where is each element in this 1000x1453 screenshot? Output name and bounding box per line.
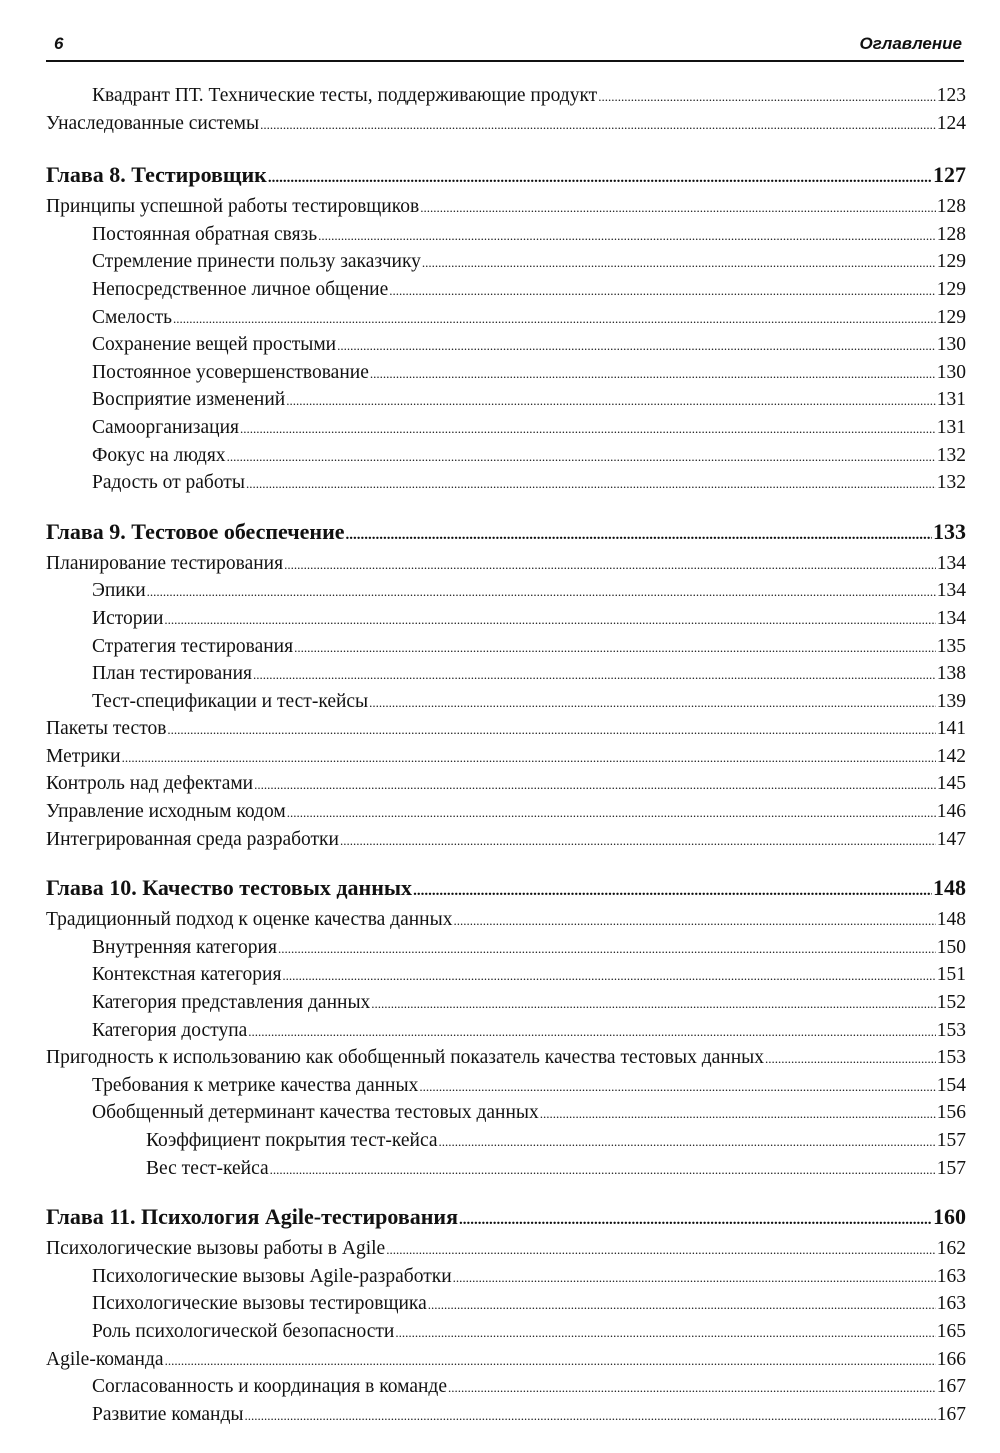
toc-entry[interactable] bbox=[46, 633, 966, 661]
toc-page-number: 133 bbox=[933, 518, 966, 544]
toc-page-number: 129 bbox=[936, 278, 966, 300]
toc-entry[interactable] bbox=[46, 688, 966, 716]
toc-entry[interactable] bbox=[46, 1127, 966, 1155]
toc-entry[interactable] bbox=[46, 1017, 966, 1045]
toc-page-number: 128 bbox=[936, 223, 966, 245]
toc-entry-title: Категория представления данных bbox=[92, 992, 371, 1014]
toc-page-number: 160 bbox=[933, 1204, 966, 1230]
toc-entry-title: Планирование тестирования bbox=[46, 552, 284, 574]
page-number: 6 bbox=[54, 34, 64, 53]
toc-page-number: 153 bbox=[936, 1047, 966, 1069]
toc-page-number: 154 bbox=[936, 1074, 966, 1096]
toc-page-number: 131 bbox=[936, 389, 966, 411]
toc-page-number: 141 bbox=[936, 718, 966, 740]
dot-leader bbox=[340, 827, 936, 855]
dot-leader bbox=[173, 305, 936, 333]
toc-entry[interactable] bbox=[46, 359, 966, 387]
dot-leader bbox=[395, 1319, 935, 1347]
toc-entry-title: Вес тест-кейса bbox=[146, 1157, 269, 1179]
toc-page-number: 153 bbox=[936, 1019, 966, 1041]
dot-leader bbox=[453, 907, 935, 935]
toc-entry[interactable] bbox=[46, 414, 966, 442]
toc-entry-title: Традиционный подход к оценке качества данных bbox=[46, 909, 453, 931]
toc-entry-title: Глава 11. Психология Agile-тестирования bbox=[46, 1204, 458, 1230]
toc-entry-title: Интегрированная среда разработки bbox=[46, 828, 339, 850]
toc-page-number: 163 bbox=[936, 1293, 966, 1315]
toc-entry-title: Пакеты тестов bbox=[46, 718, 167, 740]
dot-leader bbox=[147, 578, 936, 606]
toc-page-number: 165 bbox=[936, 1320, 966, 1342]
toc-page-number: 167 bbox=[936, 1376, 966, 1398]
toc-page-number: 147 bbox=[936, 828, 966, 850]
toc-entry-title: Восприятие изменений bbox=[92, 389, 286, 411]
toc-entry[interactable] bbox=[46, 331, 966, 359]
toc-entry[interactable] bbox=[46, 550, 966, 578]
dot-leader bbox=[370, 360, 936, 388]
toc-page-number: 157 bbox=[936, 1157, 966, 1179]
toc-page-number: 135 bbox=[936, 635, 966, 657]
toc-entry[interactable] bbox=[46, 276, 966, 304]
dot-leader bbox=[598, 83, 936, 111]
toc-entry[interactable] bbox=[46, 193, 966, 221]
toc-entry-title: Психологические вызовы тестировщика bbox=[92, 1293, 427, 1315]
toc-entry-title: Унаследованные системы bbox=[46, 112, 260, 134]
toc-entry-title: Agile-команда bbox=[46, 1348, 164, 1370]
toc-entry[interactable] bbox=[46, 82, 966, 110]
toc-page-number: 138 bbox=[936, 663, 966, 685]
toc-entry[interactable] bbox=[46, 605, 966, 633]
toc-entry-title: Глава 8. Тестировщик bbox=[46, 162, 267, 188]
toc-entry[interactable] bbox=[46, 1373, 966, 1401]
dot-leader bbox=[246, 470, 936, 498]
toc-entry-title: Самоорганизация bbox=[92, 416, 239, 438]
toc-entry-title: Внутренняя категория bbox=[92, 936, 277, 958]
toc-entry[interactable] bbox=[46, 961, 966, 989]
toc-entry[interactable] bbox=[46, 577, 966, 605]
dot-leader bbox=[428, 1291, 936, 1319]
dot-leader bbox=[371, 990, 935, 1018]
toc-entry[interactable] bbox=[46, 1318, 966, 1346]
dot-leader bbox=[419, 1073, 935, 1101]
dot-leader bbox=[337, 332, 936, 360]
page-header bbox=[46, 30, 964, 62]
toc-entry[interactable] bbox=[46, 1290, 966, 1318]
toc-entry[interactable] bbox=[46, 906, 966, 934]
toc-entry-title: Психологические вызовы работы в Agile bbox=[46, 1238, 386, 1260]
toc-entry-title: Глава 10. Качество тестовых данных bbox=[46, 875, 413, 901]
toc-page-number: 156 bbox=[936, 1102, 966, 1124]
toc-page-number: 134 bbox=[936, 580, 966, 602]
toc-entry-title: Контроль над дефектами bbox=[46, 773, 254, 795]
toc-entry-title: Обобщенный детерминант качества тестовых данных bbox=[92, 1102, 539, 1124]
toc-entry[interactable] bbox=[46, 989, 966, 1017]
dot-leader bbox=[389, 277, 936, 305]
toc-entry-title: Сохранение вещей простыми bbox=[92, 334, 337, 356]
toc-page-number: 131 bbox=[936, 416, 966, 438]
dot-leader bbox=[253, 661, 936, 689]
toc-page-number: 123 bbox=[936, 85, 966, 106]
toc-page-number: 151 bbox=[936, 964, 966, 986]
toc-entry[interactable] bbox=[46, 770, 966, 798]
dot-leader bbox=[453, 1264, 936, 1292]
toc-entry-title: Фокус на людях bbox=[92, 444, 226, 466]
toc-entry[interactable] bbox=[46, 248, 966, 276]
toc-entry-title: Постоянное усовершенствование bbox=[92, 361, 369, 383]
toc-entry[interactable] bbox=[46, 1072, 966, 1100]
toc-entry-title: Эпики bbox=[92, 580, 146, 602]
toc-entry[interactable] bbox=[46, 1235, 966, 1263]
dot-leader bbox=[448, 1374, 936, 1402]
toc-page-number: 129 bbox=[936, 306, 966, 328]
dot-leader bbox=[245, 1402, 936, 1430]
toc-entry[interactable] bbox=[46, 660, 966, 688]
dot-leader bbox=[254, 771, 936, 799]
toc-entry-title: Стремление принести пользу заказчику bbox=[92, 251, 421, 273]
toc-entry-title: Тест-спецификации и тест-кейсы bbox=[92, 690, 369, 712]
toc-entry-title: Смелость bbox=[92, 306, 173, 328]
dot-leader bbox=[459, 1202, 932, 1238]
dot-leader bbox=[439, 1128, 936, 1156]
toc-entry-title: Требования к метрике качества данных bbox=[92, 1074, 419, 1096]
dot-leader bbox=[122, 744, 936, 772]
toc-page-number: 124 bbox=[936, 112, 966, 134]
toc-page-number: 166 bbox=[936, 1348, 966, 1370]
toc-entry-title: Контекстная категория bbox=[92, 964, 282, 986]
toc-entry-title: Роль психологической безопасности bbox=[92, 1320, 395, 1342]
toc-page-number: 167 bbox=[936, 1403, 966, 1425]
toc-entry[interactable] bbox=[46, 221, 966, 249]
dot-leader bbox=[268, 160, 932, 196]
toc-entry-title: План тестирования bbox=[92, 663, 252, 685]
toc-entry[interactable] bbox=[46, 1044, 966, 1072]
toc-page-number: 142 bbox=[936, 745, 966, 767]
dot-leader bbox=[248, 1018, 935, 1046]
dot-leader bbox=[422, 249, 936, 277]
toc-entry-title: Управление исходным кодом bbox=[46, 801, 286, 823]
toc-entry-title: Согласованность и координация в команде bbox=[92, 1376, 447, 1398]
toc-page-number: 145 bbox=[936, 773, 966, 795]
toc-page-number: 134 bbox=[936, 607, 966, 629]
toc-entry[interactable] bbox=[46, 1155, 966, 1183]
toc-entry[interactable] bbox=[46, 442, 966, 470]
dot-leader bbox=[284, 551, 936, 579]
dot-leader bbox=[318, 222, 936, 250]
dot-leader bbox=[286, 387, 936, 415]
toc-page-number: 132 bbox=[936, 472, 966, 494]
toc-page-number: 148 bbox=[933, 875, 966, 901]
toc-page-number: 146 bbox=[936, 801, 966, 823]
toc-entry-title: Квадрант ПТ. Технические тесты, поддерживающие продукт bbox=[92, 85, 598, 106]
toc-entry-title: Коэффициент покрытия тест-кейса bbox=[146, 1130, 438, 1151]
toc-entry-title: Стратегия тестирования bbox=[92, 635, 294, 657]
toc-page-number: 130 bbox=[936, 361, 966, 383]
toc-entry-title: Истории bbox=[92, 607, 164, 629]
toc-entry[interactable] bbox=[46, 826, 966, 854]
toc-page-number: 163 bbox=[936, 1265, 966, 1287]
running-title: Оглавление bbox=[859, 34, 962, 53]
toc-entry-title: Принципы успешной работы тестировщиков bbox=[46, 196, 420, 218]
toc-entry[interactable] bbox=[46, 110, 966, 138]
dot-leader bbox=[165, 1347, 936, 1375]
dot-leader bbox=[420, 194, 936, 222]
toc-page-number: 134 bbox=[936, 552, 966, 574]
toc-entry[interactable] bbox=[46, 1263, 966, 1291]
toc-page-number: 130 bbox=[936, 334, 966, 356]
dot-leader bbox=[346, 517, 932, 553]
toc-page-number: 139 bbox=[936, 690, 966, 712]
toc-entry[interactable] bbox=[46, 934, 966, 962]
table-of-contents bbox=[46, 82, 966, 1428]
dot-leader bbox=[270, 1156, 936, 1184]
dot-leader bbox=[278, 935, 936, 963]
toc-page-number: 152 bbox=[936, 992, 966, 1014]
toc-entry[interactable] bbox=[46, 1346, 966, 1374]
toc-entry[interactable] bbox=[46, 798, 966, 826]
dot-leader bbox=[540, 1100, 936, 1128]
toc-entry-title: Метрики bbox=[46, 745, 121, 767]
toc-entry-title: Категория доступа bbox=[92, 1019, 248, 1041]
dot-leader bbox=[413, 873, 932, 909]
dot-leader bbox=[369, 689, 936, 717]
toc-page-number: 127 bbox=[933, 162, 966, 188]
dot-leader bbox=[167, 716, 935, 744]
toc-entry[interactable] bbox=[46, 743, 966, 771]
dot-leader bbox=[294, 634, 936, 662]
toc-entry[interactable] bbox=[46, 469, 966, 497]
dot-leader bbox=[386, 1236, 936, 1264]
toc-entry-title: Пригодность к использованию как обобщенный показатель качества тестовых данных bbox=[46, 1047, 765, 1069]
toc-chapter-heading[interactable] bbox=[46, 870, 966, 906]
toc-entry[interactable] bbox=[46, 715, 966, 743]
toc-entry[interactable] bbox=[46, 1401, 966, 1429]
toc-page-number: 129 bbox=[936, 251, 966, 273]
dot-leader bbox=[260, 111, 936, 139]
toc-chapter-heading[interactable] bbox=[46, 514, 966, 550]
dot-leader bbox=[765, 1045, 936, 1073]
dot-leader bbox=[164, 606, 935, 634]
toc-page-number: 162 bbox=[936, 1238, 966, 1260]
toc-page-number: 148 bbox=[936, 909, 966, 931]
dot-leader bbox=[227, 443, 936, 471]
toc-entry[interactable] bbox=[46, 386, 966, 414]
toc-entry[interactable] bbox=[46, 1099, 966, 1127]
toc-entry-title: Развитие команды bbox=[92, 1403, 244, 1425]
toc-page-number: 157 bbox=[936, 1130, 966, 1151]
toc-page-number: 128 bbox=[936, 196, 966, 218]
toc-chapter-heading[interactable] bbox=[46, 1199, 966, 1235]
dot-leader bbox=[282, 962, 935, 990]
toc-page-number: 132 bbox=[936, 444, 966, 466]
toc-entry-title: Постоянная обратная связь bbox=[92, 223, 318, 245]
toc-entry-title: Радость от работы bbox=[92, 472, 245, 494]
toc-entry-title: Глава 9. Тестовое обеспечение bbox=[46, 518, 345, 544]
toc-entry-title: Психологические вызовы Agile-разработки bbox=[92, 1265, 452, 1287]
toc-entry[interactable] bbox=[46, 304, 966, 332]
toc-chapter-heading[interactable] bbox=[46, 157, 966, 193]
toc-page-number: 150 bbox=[936, 936, 966, 958]
dot-leader bbox=[287, 799, 936, 827]
dot-leader bbox=[240, 415, 936, 443]
toc-entry-title: Непосредственное личное общение bbox=[92, 278, 389, 300]
